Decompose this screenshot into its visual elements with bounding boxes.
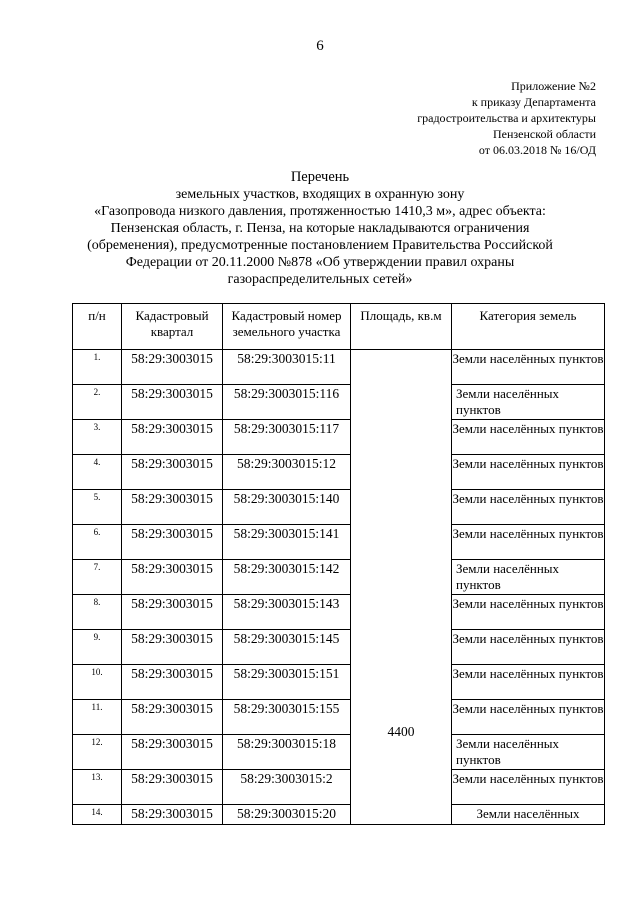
row-cadastral: 58:29:3003015:140: [223, 490, 351, 525]
appendix-line: Пензенской области: [493, 127, 596, 141]
appendix-line: к приказу Департамента: [471, 95, 596, 109]
table-header-row: [73, 304, 605, 350]
row-category: Земли населённых пунктов: [452, 525, 605, 560]
row-quarter: 58:29:3003015: [122, 350, 223, 385]
row-cadastral: 58:29:3003015:116: [223, 385, 351, 420]
table-row: [73, 560, 605, 595]
row-quarter: 58:29:3003015: [122, 385, 223, 420]
table-row: [73, 805, 605, 825]
row-quarter: 58:29:3003015: [122, 735, 223, 770]
row-num: 6.: [73, 525, 122, 560]
row-cadastral: 58:29:3003015:20: [223, 805, 351, 825]
row-category: Земли населённых пунктов: [452, 595, 605, 630]
table-row: [73, 595, 605, 630]
row-category: Земли населённых пунктов: [452, 420, 605, 455]
document-heading: [60, 169, 580, 288]
row-category: Земли населённых пунктов: [452, 560, 605, 595]
row-cadastral: 58:29:3003015:141: [223, 525, 351, 560]
heading-line: «Газопровода низкого давления, протяженностью 1410,3 м», адрес объекта:: [94, 204, 546, 219]
table-row: [73, 630, 605, 665]
row-category: Земли населённых пунктов: [452, 770, 605, 805]
table-row: [73, 700, 605, 735]
heading-line: Федерации от 20.11.2000 №878 «Об утверждении правил охраны: [125, 255, 515, 270]
row-category: Земли населённых пунктов: [452, 350, 605, 385]
header-num: п/н: [73, 304, 122, 350]
heading-line: (обременения), предусмотренные постановлением Правительства Российской: [87, 238, 553, 253]
row-category: Земли населённых пунктов: [452, 385, 605, 420]
heading-line: Пензенская область, г. Пенза, на которые накладываются ограничения: [110, 221, 530, 236]
row-cadastral: 58:29:3003015:18: [223, 735, 351, 770]
row-num: 1.: [73, 350, 122, 385]
table-row: [73, 420, 605, 455]
row-category: Земли населённых пунктов: [452, 490, 605, 525]
table-row: [73, 735, 605, 770]
heading-line: земельных участков, входящих в охранную зону: [175, 187, 465, 202]
table-row: [73, 770, 605, 805]
row-num: 12.: [73, 735, 122, 770]
row-quarter: 58:29:3003015: [122, 490, 223, 525]
page-number: 6: [316, 38, 324, 54]
row-num: 2.: [73, 385, 122, 420]
table-row: [73, 665, 605, 700]
appendix-block: [417, 78, 596, 158]
area-value: 4400: [351, 350, 452, 825]
heading-line: газораспределительных сетей»: [227, 272, 413, 287]
row-category: Земли населённых пунктов: [452, 700, 605, 735]
row-quarter: 58:29:3003015: [122, 700, 223, 735]
row-num: 8.: [73, 595, 122, 630]
row-category: Земли населённых пунктов: [452, 735, 605, 770]
table-row: [73, 350, 605, 385]
appendix-line: градостроительства и архитектуры: [417, 111, 596, 125]
row-num: 10.: [73, 665, 122, 700]
row-cadastral: 58:29:3003015:12: [223, 455, 351, 490]
table-row: [73, 385, 605, 420]
row-quarter: 58:29:3003015: [122, 455, 223, 490]
row-cadastral: 58:29:3003015:155: [223, 700, 351, 735]
row-quarter: 58:29:3003015: [122, 595, 223, 630]
row-num: 13.: [73, 770, 122, 805]
row-quarter: 58:29:3003015: [122, 805, 223, 825]
header-category: Категория земель: [452, 304, 605, 350]
row-num: 9.: [73, 630, 122, 665]
row-cadastral: 58:29:3003015:151: [223, 665, 351, 700]
row-quarter: 58:29:3003015: [122, 770, 223, 805]
row-cadastral: 58:29:3003015:2: [223, 770, 351, 805]
row-cadastral: 58:29:3003015:11: [223, 350, 351, 385]
row-num: 14.: [73, 805, 122, 825]
row-cadastral: 58:29:3003015:145: [223, 630, 351, 665]
row-category: Земли населённых пунктов: [452, 665, 605, 700]
table-row: [73, 455, 605, 490]
row-cadastral: 58:29:3003015:143: [223, 595, 351, 630]
row-num: 5.: [73, 490, 122, 525]
row-num: 7.: [73, 560, 122, 595]
appendix-line: от 06.03.2018 № 16/ОД: [478, 143, 596, 157]
row-cadastral: 58:29:3003015:117: [223, 420, 351, 455]
row-quarter: 58:29:3003015: [122, 665, 223, 700]
row-num: 3.: [73, 420, 122, 455]
appendix-line: Приложение №2: [511, 79, 596, 93]
row-num: 4.: [73, 455, 122, 490]
table-row: [73, 525, 605, 560]
row-quarter: 58:29:3003015: [122, 560, 223, 595]
row-quarter: 58:29:3003015: [122, 525, 223, 560]
row-quarter: 58:29:3003015: [122, 420, 223, 455]
land-plots-table: [72, 303, 605, 825]
header-cadastral: Кадастровый номер земельного участка: [223, 304, 351, 350]
row-num: 11.: [73, 700, 122, 735]
row-category: Земли населённых пунктов: [452, 630, 605, 665]
row-quarter: 58:29:3003015: [122, 630, 223, 665]
row-category: Земли населённых: [452, 805, 605, 825]
row-category: Земли населённых пунктов: [452, 455, 605, 490]
row-cadastral: 58:29:3003015:142: [223, 560, 351, 595]
header-quarter: Кадастровый квартал: [122, 304, 223, 350]
header-area: Площадь, кв.м: [351, 304, 452, 350]
table-row: [73, 490, 605, 525]
heading-title: Перечень: [290, 169, 350, 185]
